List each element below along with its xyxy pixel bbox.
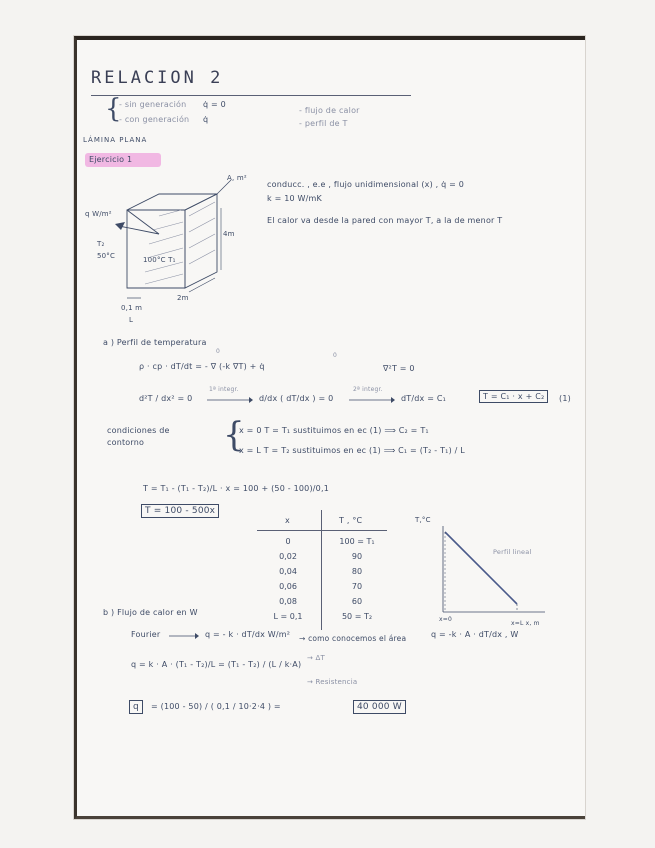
eq1-zero-b: 0 <box>333 352 338 359</box>
table-header-t: T , °C <box>339 516 363 525</box>
graph-ylabel: T,°C <box>415 516 431 524</box>
fourier-arrow <box>169 632 199 640</box>
figure-t1-value: 100°C T₁ <box>143 256 176 264</box>
generation-brace: { <box>105 94 122 124</box>
generation-right1: - flujo de calor <box>299 106 360 115</box>
table-header-rule <box>257 530 387 531</box>
table-cell-x: 0,08 <box>279 597 297 606</box>
generation-line2: - con generación <box>119 115 190 124</box>
section-heading: LÁMINA PLANA <box>83 136 148 144</box>
figure-thickness-label: 0,1 m <box>121 304 143 312</box>
generation-right2: - perfil de T <box>299 119 348 128</box>
eq2-number: (1) <box>559 394 571 403</box>
bc-line2: x = L T = T₂ sustituimos en ec (1) ⟹ C₁ = (T₂ - T₁) / L <box>239 446 465 455</box>
eq2-left: d²T / dx² = 0 <box>139 394 193 403</box>
table-cell-x: 0,02 <box>279 552 297 561</box>
graph-curve-label: Perfil lineal <box>493 548 532 556</box>
graph-x0-label: x=0 <box>439 616 452 623</box>
notebook-page <box>74 36 585 819</box>
table-header-x: x <box>285 516 290 525</box>
figure-t2-value: 50°C <box>97 252 116 260</box>
generation-line1-eq: q̇ = 0 <box>203 100 226 109</box>
figure-width-label: 2m <box>177 294 189 302</box>
part-b-eq2: q = k · A · (T₁ - T₂)/L = (T₁ - T₂) / (L / k·A) <box>131 660 302 669</box>
table-col-x <box>263 534 313 624</box>
statement-line1: conducc. , e.e , flujo unidimensional (x) , q̇ = 0 <box>267 180 465 189</box>
title-underline <box>91 95 411 96</box>
eq2-int2: 2ª integr. <box>353 386 383 393</box>
exercise-label: Ejercicio 1 <box>89 155 133 164</box>
part-b-result: 40 000 W <box>353 700 406 714</box>
part-b-q-label: q <box>129 700 143 714</box>
table-cell-x: 0,06 <box>279 582 297 591</box>
eq2-right: dT/dx = C₁ <box>401 394 447 403</box>
eq2-arrow2 <box>349 396 395 404</box>
bc-label-2: contorno <box>107 438 145 447</box>
part-b-eq2-r: → Resistencia <box>307 678 358 686</box>
table-cell-t: 80 <box>351 567 363 576</box>
statement-line2: k = 10 W/mK <box>267 194 322 203</box>
bc-brace: { <box>223 415 245 455</box>
part-a-eq3: T = T₁ - (T₁ - T₂)/L · x = 100 + (50 - 100)/0,1 <box>143 484 329 493</box>
table-cell-t: 100 = T₁ <box>339 537 375 546</box>
eq2-mid: d/dx ( dT/dx ) = 0 <box>259 394 334 403</box>
table-cell-x: 0 <box>285 537 291 546</box>
bc-label-1: condiciones de <box>107 426 170 435</box>
page-title: RELACION 2 <box>91 68 224 88</box>
eq1-zero-a: 0 <box>216 348 221 355</box>
table-cell-t: 60 <box>351 597 363 606</box>
statement-line3: El calor va desde la pared con mayor T, a la de menor T <box>267 216 503 225</box>
table-col-t <box>327 534 387 624</box>
part-b-eq2-dt: → ΔT <box>307 654 325 662</box>
table-cell-t: 70 <box>351 582 363 591</box>
figure-flux-label: q W/m² <box>85 210 112 218</box>
part-b-heading: b ) Flujo de calor en W <box>103 608 198 617</box>
part-a-heading: a ) Perfil de temperatura <box>103 338 207 347</box>
eq2-arrow1 <box>207 396 253 404</box>
part-b-eq3: = (100 - 50) / ( 0,1 / 10·2·4 ) = <box>151 702 281 711</box>
table-cell-t: 90 <box>351 552 363 561</box>
bc-line1: x = 0 T = T₁ sustituimos en ec (1) ⟹ C₂ = T₁ <box>239 426 429 435</box>
part-b-fourier: Fourier <box>131 630 161 639</box>
figure-area-label: A, m² <box>227 174 247 182</box>
eq2-boxed: T = C₁ · x + C₂ <box>479 390 548 403</box>
figure-L-label: L <box>129 316 134 324</box>
part-b-eq1: q = - k · dT/dx W/m² <box>205 630 291 639</box>
eq2-int1: 1ª integr. <box>209 386 239 393</box>
table-divider <box>321 510 322 630</box>
generation-line2-eq: q̇ <box>203 115 209 124</box>
part-b-eq1-right: q = -k · A · dT/dx , W <box>431 630 519 639</box>
figure-t2-label: T₂ <box>97 240 105 248</box>
table-cell-t: 50 = T₂ <box>341 612 373 621</box>
table-cell-x: L = 0,1 <box>273 612 303 621</box>
part-a-result: T = 100 - 500x <box>141 504 219 518</box>
part-a-eq1-right: ∇²T = 0 <box>383 364 415 373</box>
generation-line1: - sin generación <box>119 100 187 109</box>
graph-plot <box>437 524 547 614</box>
graph-xL-label: x=L x, m <box>511 620 540 627</box>
figure-height-label: 4m <box>223 230 235 238</box>
part-a-eq1: ρ · cp · dT/dt = - ∇ (-k ∇T) + q̇ <box>139 362 265 371</box>
part-b-eq1-note: → como conocemos el área <box>299 634 407 643</box>
table-cell-x: 0,04 <box>279 567 297 576</box>
